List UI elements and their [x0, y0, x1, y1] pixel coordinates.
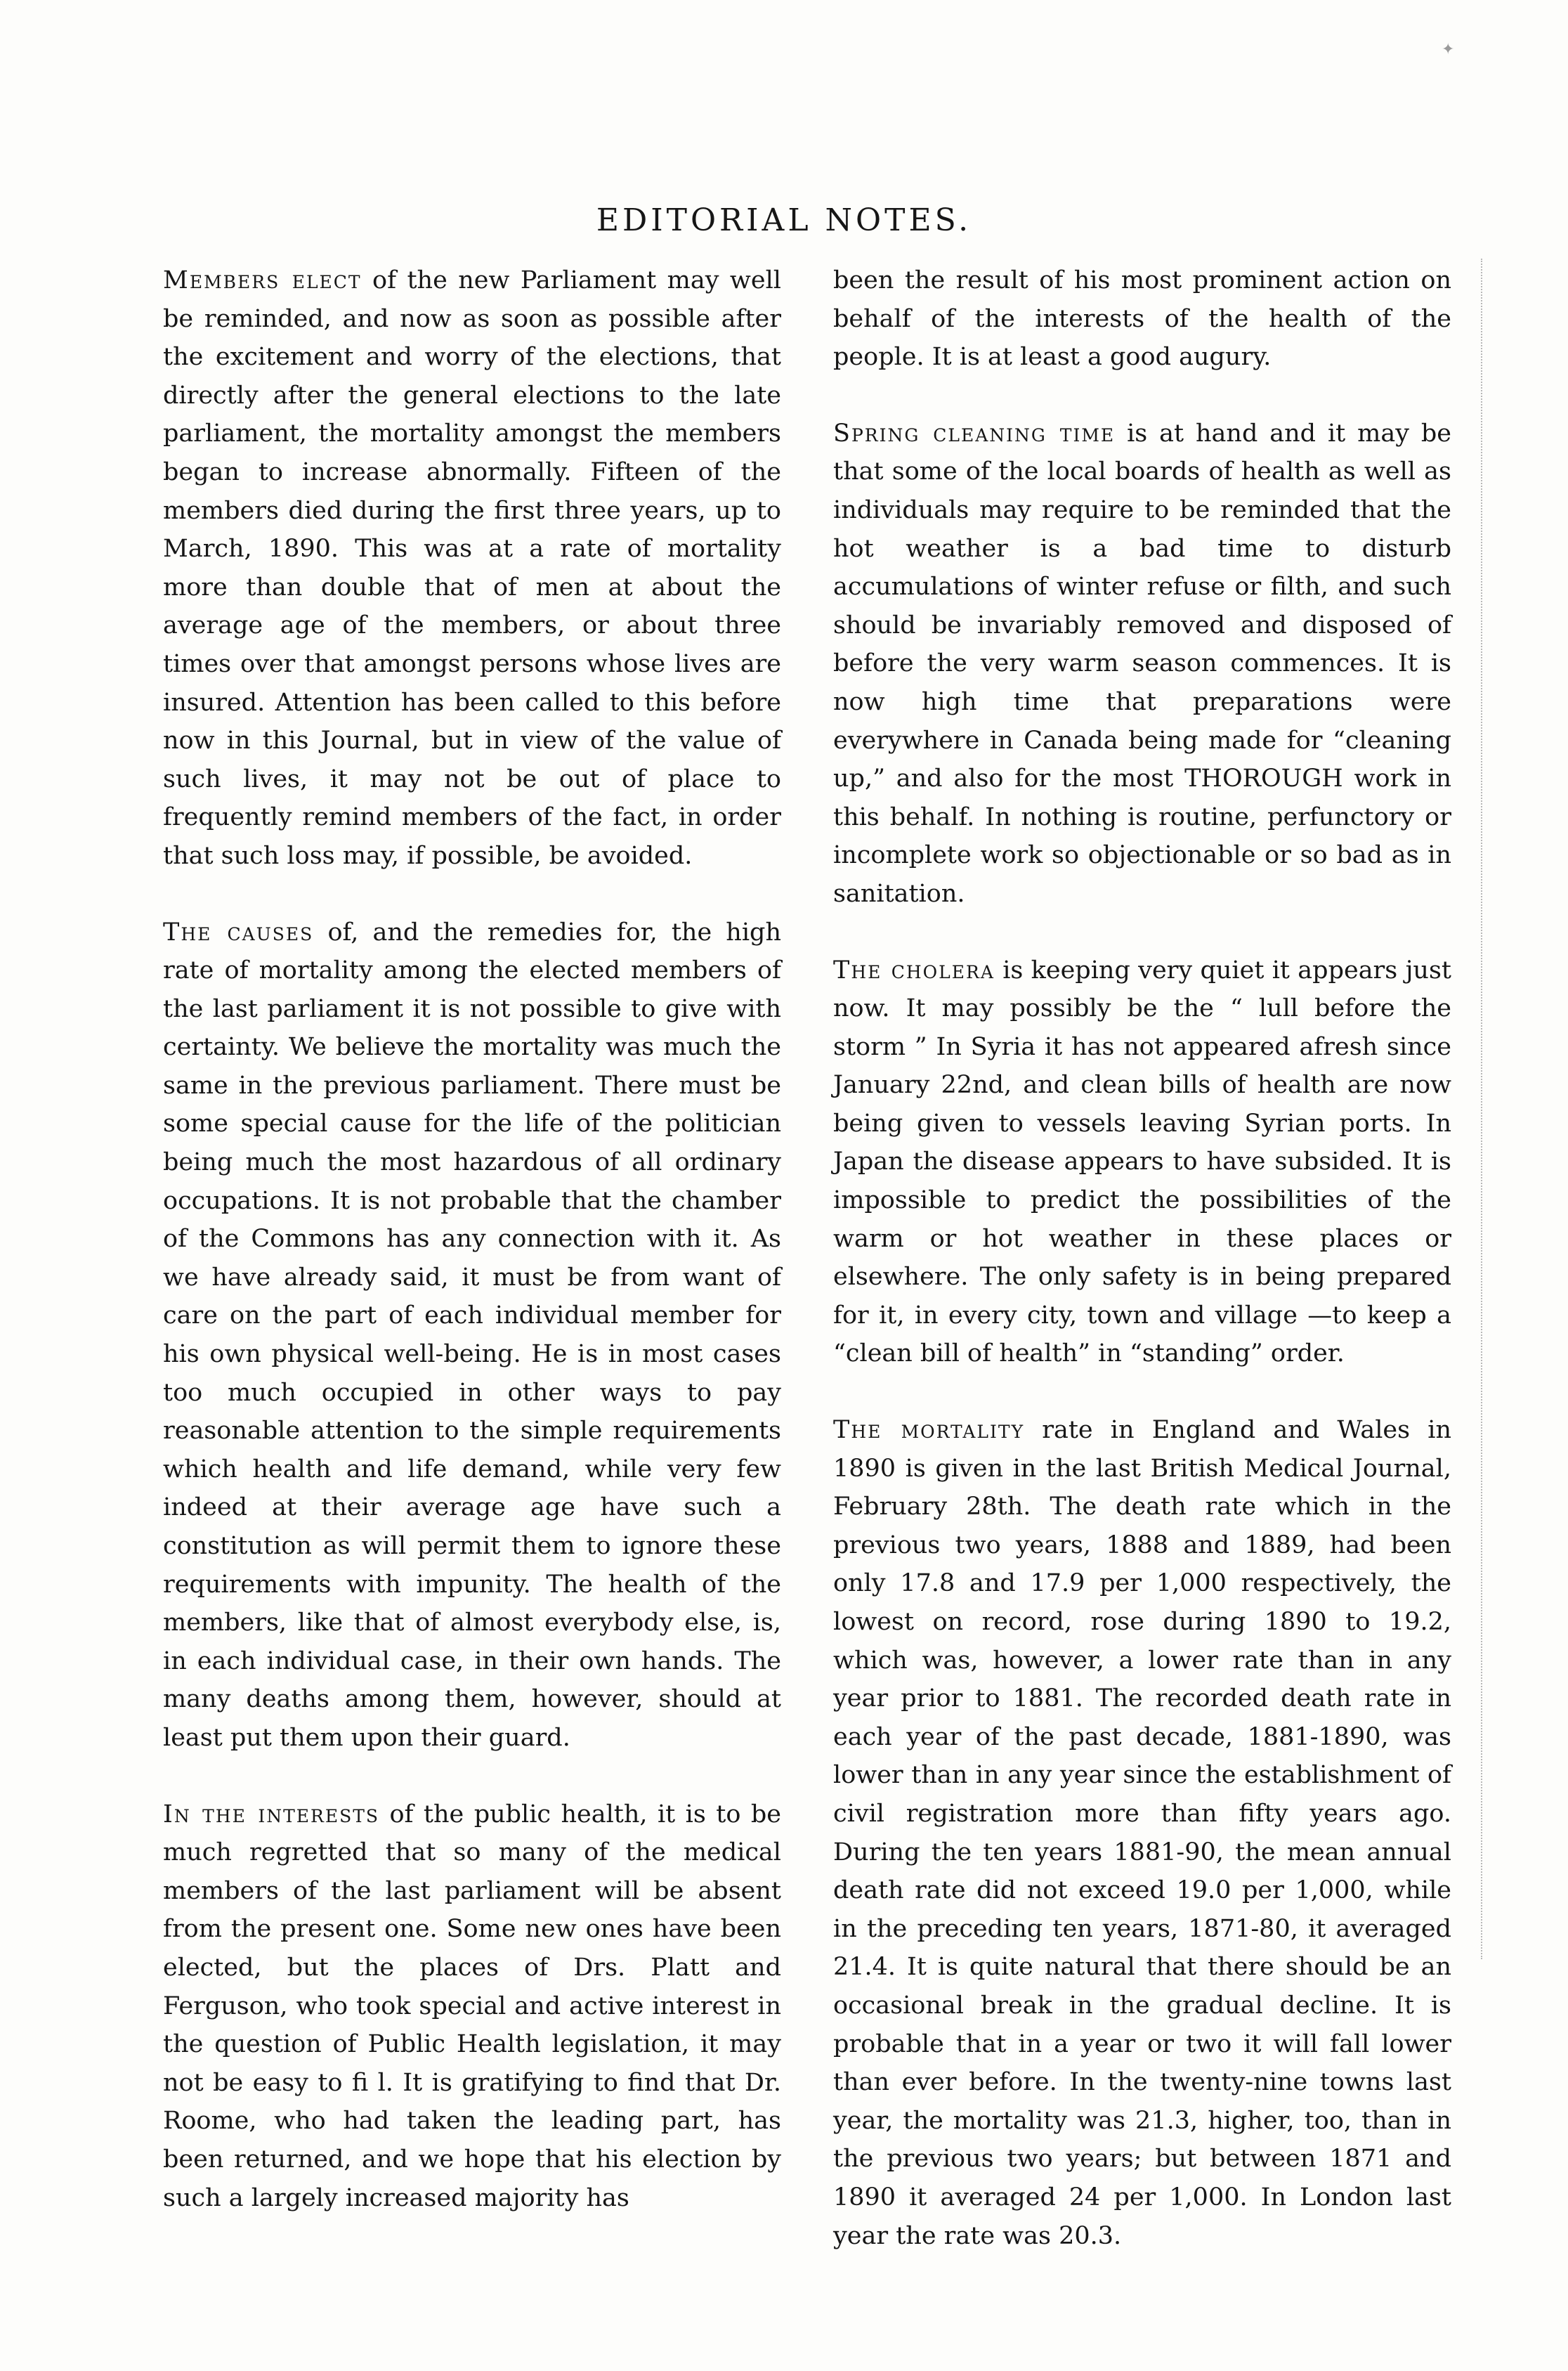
- note-lead: Members elect: [163, 266, 362, 294]
- note-lead: The mortality: [833, 1416, 1025, 1445]
- note-lead: The causes: [163, 918, 314, 947]
- note-the-causes: [163, 914, 781, 1758]
- note-continuation: [833, 261, 1451, 377]
- note-cholera: [833, 951, 1451, 1374]
- page-title: EDITORIAL NOTES.: [596, 202, 972, 238]
- note-lead: Spring cleaning time: [833, 419, 1116, 448]
- note-body: rate in England and Wales in 1890 is given in the last British Medical Journal, February 28th. The death rate which in the previous two years, 1888 and 1889, had been only 17.8 and 17.9 per 1,000 respectively, the lowest on record, rose during 1890 to 19.2, which was, however, a lower rate than in any year prior to 1881. The recorded death rate in each year of the past decade, 1881-1890, was lower than in any year since the establishment of civil registration more than fifty years ago. During the ten years 1881-90, the mean annual death rate did not exceed 19.0 per 1,000, while in the preceding ten years, 1871-80, it averaged 21.4. It is quite natural that there should be an occasional break in the gradual decline. It is probable that in a year or two it will fall lower than ever before. In the twenty-nine towns last year, the mortality was 21.3, higher, too, than in the previous two years; but between 1871 and 1890 it averaged 24 per 1,000. In London last year the rate was 20.3.: [833, 1416, 1451, 2250]
- note-body: is keeping very quiet it appears just now. It may possibly be the “ lull before the storm ” In Syria it has not appeared afresh since January 22nd, and clean bills of health are now being given to vessels leaving Syrian ports. In Japan the disease appears to have subsided. It is impossible to predict the possibilities of the warm or hot weather in these places or elsewhere. The only safety is in being prepared for it, in every city, town and village —to keep a “clean bill of health” in “standing” order.: [833, 956, 1451, 1368]
- left-column: [163, 261, 781, 2255]
- note-mortality-rate: [833, 1411, 1451, 2255]
- note-body: of, and the remedies for, the high rate of mortality among the elected members of the last parliament it is not possible to give with certainty. We believe the mortality was much the same in the previous parliament. There must be some special cause for the life of the politician being much the most hazardous of all ordinary occupations. It is not probable that the chamber of the Commons has any connection with it. As we have already said, it must be from want of care on the part of each individual member for his own physical well-being. He is in most cases too much occupied in other ways to pay reasonable attention to the simple requirements which health and life demand, while very few indeed at their average age have such a constitution as will permit them to ignore these requirements with impunity. The health of the members, like that of almost everybody else, is, in each individual case, in their own hands. The many deaths among them, however, should at least put them upon their guard.: [163, 918, 781, 1752]
- note-body: is at hand and it may be that some of the local boards of health as well as individuals may require to be reminded that the hot weather is a bad time to disturb accumulations of winter refuse or filth, and such should be invariably removed and disposed of before the very warm season commences. It is now high time that preparations were everywhere in Canada being made for “cleaning up,” and also for the most THOROUGH work in this behalf. In nothing is routine, perfunctory or incomplete work so objectionable or so bad as in sanitation.: [833, 419, 1451, 908]
- note-body: of the new Parliament may well be reminded, and now as soon as possible after the excitement and worry of the elections, that directly after the general elections to the late parliament, the mortality amongst the members began to increase abnormally. Fifteen of the members died during the first three years, up to March, 1890. This was at a rate of mortality more than double that of men at about the average age of the members, or about three times over that amongst persons whose lives are insured. Attention has been called to this before now in this Journal, but in view of the value of such lives, it may not be out of place to frequently remind members of the fact, in order that such loss may, if possible, be avoided.: [163, 266, 781, 870]
- note-public-health: [163, 1795, 781, 2218]
- note-spring-cleaning: [833, 415, 1451, 914]
- note-members-elect: [163, 261, 781, 876]
- right-column: [833, 261, 1451, 2293]
- note-lead: In the interests: [163, 1800, 379, 1828]
- note-lead: The cholera: [833, 956, 995, 985]
- note-body: been the result of his most prominent action on behalf of the interests of the health of the people. It is at least a good augury.: [833, 266, 1451, 372]
- column-edge-rule: [1481, 259, 1484, 1959]
- note-body: of the public health, it is to be much regretted that so many of the medical members of the last parliament will be absent from the present one. Some new ones have been elected, but the places of Drs. Platt and Ferguson, who took special and active interest in the question of Public Health legislation, it may not be easy to fi l. It is gratifying to find that Dr. Roome, who had taken the leading part, has been returned, and we hope that his election by such a largely increased majority has: [163, 1800, 781, 2212]
- corner-stamp-mark: ✦: [1442, 41, 1455, 58]
